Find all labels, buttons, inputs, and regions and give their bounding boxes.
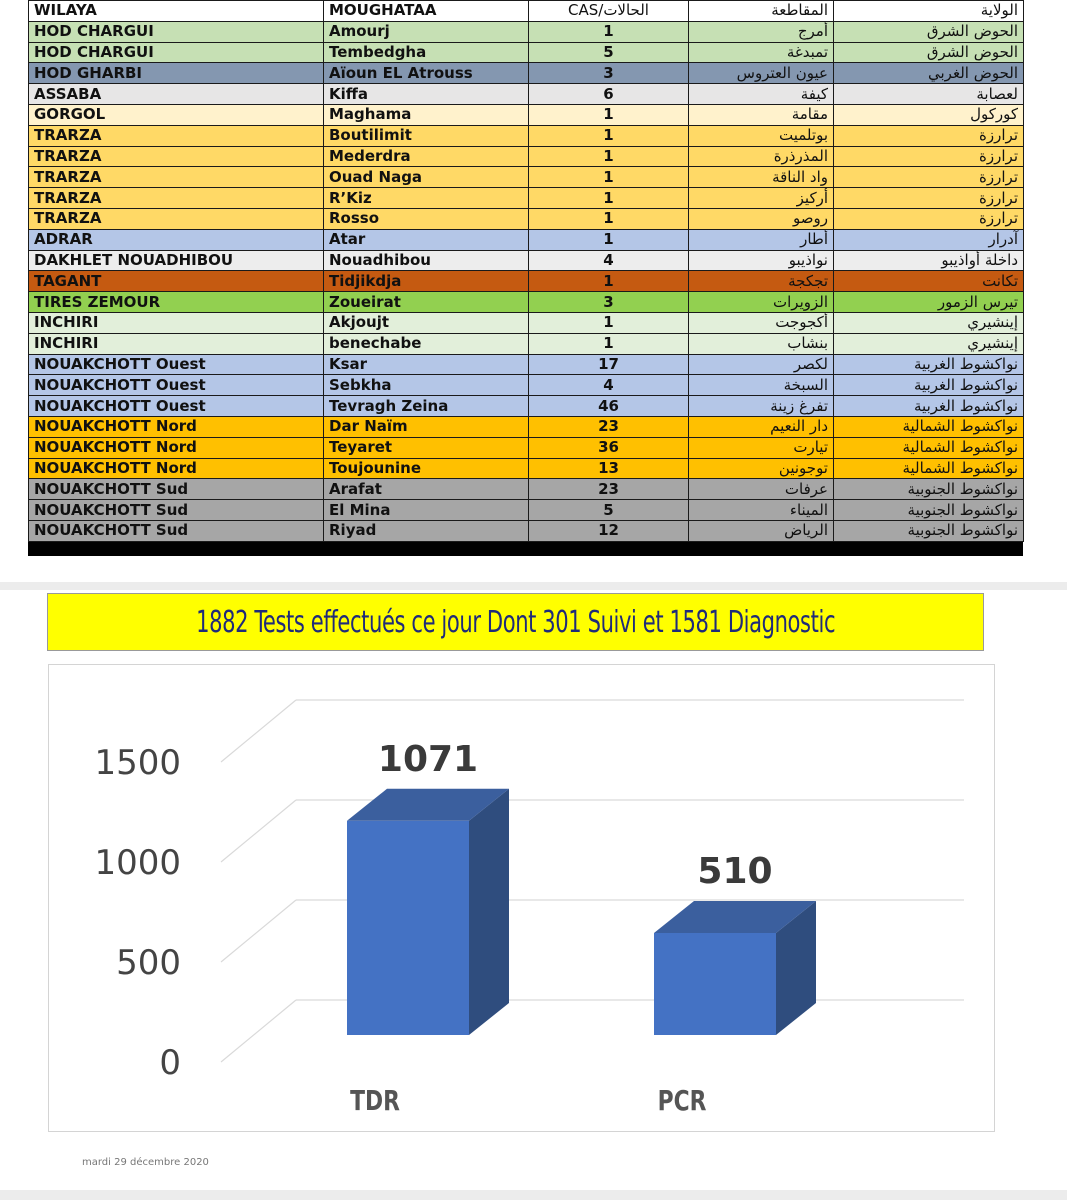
cell-wilaya: NOUAKCHOTT Sud xyxy=(29,520,324,541)
cell-wilaya-ar: ترارزة xyxy=(834,146,1024,167)
cell-cas: 1 xyxy=(529,271,689,292)
cell-cas: 4 xyxy=(529,250,689,271)
cell-moughataa: Kiffa xyxy=(324,84,529,105)
table-row xyxy=(29,396,1024,417)
cell-wilaya: TIRES ZEMOUR xyxy=(29,292,324,313)
cell-wilaya: TRARZA xyxy=(29,167,324,188)
header-wilaya: WILAYA xyxy=(29,1,324,22)
cell-moughataa-ar: أكجوجت xyxy=(689,312,834,333)
cell-moughataa-ar: أطار xyxy=(689,229,834,250)
cell-cas: 13 xyxy=(529,458,689,479)
cell-cas: 1 xyxy=(529,167,689,188)
cell-moughataa: Ouad Naga xyxy=(324,167,529,188)
cell-cas: 46 xyxy=(529,396,689,417)
header-moughataa-ar: المقاطعة xyxy=(689,1,834,22)
cell-wilaya: TRARZA xyxy=(29,146,324,167)
cell-moughataa: Aïoun EL Atrouss xyxy=(324,63,529,84)
table-row xyxy=(29,500,1024,521)
cell-wilaya-ar: آدرار xyxy=(834,229,1024,250)
gridline-diagonal xyxy=(221,900,296,962)
cell-moughataa-ar: السبخة xyxy=(689,375,834,396)
cell-moughataa: R’Kiz xyxy=(324,188,529,209)
bottom-divider xyxy=(0,1190,1067,1200)
x-tick-label: PCR xyxy=(657,1084,707,1117)
cell-cas: 1 xyxy=(529,125,689,146)
cell-moughataa-ar: توجونين xyxy=(689,458,834,479)
cell-moughataa: Riyad xyxy=(324,520,529,541)
data-label: 1071 xyxy=(377,738,479,780)
cell-wilaya: NOUAKCHOTT Sud xyxy=(29,500,324,521)
cell-moughataa-ar: نواذيبو xyxy=(689,250,834,271)
cell-cas: 5 xyxy=(529,42,689,63)
cell-wilaya: NOUAKCHOTT Ouest xyxy=(29,354,324,375)
gridline-diagonal xyxy=(221,1000,296,1062)
cell-moughataa-ar: روصو xyxy=(689,208,834,229)
cell-cas: 17 xyxy=(529,354,689,375)
cell-wilaya-ar: ترارزة xyxy=(834,188,1024,209)
table-row xyxy=(29,292,1024,313)
cell-cas: 1 xyxy=(529,104,689,125)
table-row xyxy=(29,63,1024,84)
section-divider xyxy=(0,582,1067,590)
bar-side-tdr xyxy=(469,789,509,1035)
cell-wilaya: NOUAKCHOTT Ouest xyxy=(29,396,324,417)
cell-wilaya: NOUAKCHOTT Nord xyxy=(29,416,324,437)
table-row xyxy=(29,104,1024,125)
cell-wilaya-ar: نواكشوط الجنوبية xyxy=(834,520,1024,541)
cell-moughataa-ar: دار النعيم xyxy=(689,416,834,437)
table-row xyxy=(29,271,1024,292)
cell-wilaya: HOD CHARGUI xyxy=(29,42,324,63)
cell-moughataa-ar: الميناء xyxy=(689,500,834,521)
bar-tdr xyxy=(347,821,469,1035)
cell-wilaya: DAKHLET NOUADHIBOU xyxy=(29,250,324,271)
cell-moughataa: Tevragh Zeina xyxy=(324,396,529,417)
cell-moughataa-ar: المذرذرة xyxy=(689,146,834,167)
cell-moughataa-ar: بوتلميت xyxy=(689,125,834,146)
footer-date: mardi 29 décembre 2020 xyxy=(82,1157,209,1168)
cell-wilaya: NOUAKCHOTT Nord xyxy=(29,458,324,479)
table-row xyxy=(29,458,1024,479)
cell-wilaya-ar: نواكشوط الغربية xyxy=(834,396,1024,417)
table-row xyxy=(29,84,1024,105)
cell-wilaya-ar: نواكشوط الجنوبية xyxy=(834,479,1024,500)
y-tick-label: 500 xyxy=(116,943,181,983)
cell-cas: 3 xyxy=(529,63,689,84)
cases-table-body xyxy=(29,1,1024,542)
cell-moughataa-ar: تفرغ زينة xyxy=(689,396,834,417)
cell-cas: 36 xyxy=(529,437,689,458)
cell-wilaya-ar: إينشيري xyxy=(834,333,1024,354)
cell-moughataa: Arafat xyxy=(324,479,529,500)
cell-moughataa-ar: كيفة xyxy=(689,84,834,105)
cell-moughataa: Zoueirat xyxy=(324,292,529,313)
cell-wilaya: TRARZA xyxy=(29,188,324,209)
cell-moughataa-ar: مقامة xyxy=(689,104,834,125)
cell-moughataa: Tidjikdja xyxy=(324,271,529,292)
cell-moughataa-ar: تجكجة xyxy=(689,271,834,292)
table-row xyxy=(29,354,1024,375)
cell-cas: 5 xyxy=(529,500,689,521)
table-row xyxy=(29,375,1024,396)
table-row xyxy=(29,125,1024,146)
cell-moughataa-ar: الرياض xyxy=(689,520,834,541)
cell-moughataa: Sebkha xyxy=(324,375,529,396)
cell-cas: 1 xyxy=(529,146,689,167)
cell-wilaya-ar: لعصابة xyxy=(834,84,1024,105)
cell-moughataa: Dar Naïm xyxy=(324,416,529,437)
cell-wilaya-ar: نواكشوط الشمالية xyxy=(834,437,1024,458)
table-row xyxy=(29,520,1024,541)
cell-moughataa: Mederdra xyxy=(324,146,529,167)
table-row xyxy=(29,416,1024,437)
cell-moughataa-ar: أركيز xyxy=(689,188,834,209)
cell-wilaya-ar: داخلة أواذيبو xyxy=(834,250,1024,271)
cell-wilaya-ar: الحوض الشرق xyxy=(834,21,1024,42)
cell-moughataa-ar: عيون العتروس xyxy=(689,63,834,84)
cell-wilaya-ar: نواكشوط الغربية xyxy=(834,375,1024,396)
table-row xyxy=(29,188,1024,209)
header-moughataa: MOUGHATAA xyxy=(324,1,529,22)
cell-wilaya-ar: نواكشوط الغربية xyxy=(834,354,1024,375)
cell-wilaya: NOUAKCHOTT Sud xyxy=(29,479,324,500)
x-tick-label: TDR xyxy=(350,1084,400,1117)
cases-table xyxy=(28,0,1024,542)
cell-cas: 12 xyxy=(529,520,689,541)
cell-wilaya: INCHIRI xyxy=(29,312,324,333)
cell-wilaya-ar: إينشيري xyxy=(834,312,1024,333)
table-row xyxy=(29,42,1024,63)
cell-moughataa: benechabe xyxy=(324,333,529,354)
table-row xyxy=(29,167,1024,188)
bar-pcr xyxy=(654,933,776,1035)
cell-wilaya-ar: تيرس الزمور xyxy=(834,292,1024,313)
cell-moughataa: Toujounine xyxy=(324,458,529,479)
table-row xyxy=(29,312,1024,333)
cell-wilaya-ar: الحوض الشرق xyxy=(834,42,1024,63)
cell-wilaya-ar: نواكشوط الجنوبية xyxy=(834,500,1024,521)
data-label: 510 xyxy=(697,851,773,892)
cell-moughataa-ar: الزويرات xyxy=(689,292,834,313)
cell-wilaya: NOUAKCHOTT Nord xyxy=(29,437,324,458)
cell-moughataa: Maghama xyxy=(324,104,529,125)
cell-wilaya: HOD GHARBI xyxy=(29,63,324,84)
chart-container xyxy=(48,664,995,1132)
cell-moughataa: Akjoujt xyxy=(324,312,529,333)
cell-wilaya-ar: نواكشوط الشمالية xyxy=(834,416,1024,437)
cell-cas: 1 xyxy=(529,208,689,229)
table-row xyxy=(29,146,1024,167)
gridline-diagonal xyxy=(221,800,296,862)
cell-cas: 1 xyxy=(529,21,689,42)
table-row xyxy=(29,229,1024,250)
cell-wilaya: ADRAR xyxy=(29,229,324,250)
cell-cas: 1 xyxy=(529,229,689,250)
cell-moughataa: Atar xyxy=(324,229,529,250)
table-header-row xyxy=(29,1,1024,22)
y-tick-label: 1000 xyxy=(94,843,181,883)
table-row xyxy=(29,333,1024,354)
cell-moughataa-ar: تمبدغة xyxy=(689,42,834,63)
cell-wilaya-ar: تكانت xyxy=(834,271,1024,292)
cell-moughataa: Boutilimit xyxy=(324,125,529,146)
chart-title: 1882 Tests effectués ce jour Dont 301 Suivi et 1581 Diagnostic xyxy=(195,604,836,640)
cell-moughataa-ar: لكصر xyxy=(689,354,834,375)
header-wilaya-ar: الولاية xyxy=(834,1,1024,22)
y-tick-label: 1500 xyxy=(94,743,181,783)
cell-cas: 23 xyxy=(529,416,689,437)
cell-moughataa: Nouadhibou xyxy=(324,250,529,271)
cell-wilaya-ar: ترارزة xyxy=(834,125,1024,146)
cell-wilaya: ASSABA xyxy=(29,84,324,105)
cell-moughataa: Amourj xyxy=(324,21,529,42)
cell-moughataa: Tembedgha xyxy=(324,42,529,63)
table-row xyxy=(29,437,1024,458)
cell-wilaya: INCHIRI xyxy=(29,333,324,354)
cell-wilaya-ar: نواكشوط الشمالية xyxy=(834,458,1024,479)
gridline-diagonal xyxy=(221,700,296,762)
cell-moughataa: Rosso xyxy=(324,208,529,229)
cell-cas: 23 xyxy=(529,479,689,500)
cell-wilaya-ar: الحوض الغربي xyxy=(834,63,1024,84)
table-row xyxy=(29,21,1024,42)
chart-title-banner xyxy=(47,593,984,651)
cell-moughataa: El Mina xyxy=(324,500,529,521)
cell-cas: 4 xyxy=(529,375,689,396)
cell-wilaya-ar: كوركول xyxy=(834,104,1024,125)
cell-cas: 1 xyxy=(529,188,689,209)
cell-wilaya: HOD CHARGUI xyxy=(29,21,324,42)
cell-wilaya: NOUAKCHOTT Ouest xyxy=(29,375,324,396)
cell-moughataa-ar: واد الناقة xyxy=(689,167,834,188)
cell-moughataa-ar: أمرج xyxy=(689,21,834,42)
cell-moughataa: Ksar xyxy=(324,354,529,375)
cell-wilaya-ar: ترارزة xyxy=(834,208,1024,229)
cell-cas: 6 xyxy=(529,84,689,105)
cell-wilaya: GORGOL xyxy=(29,104,324,125)
table-row xyxy=(29,250,1024,271)
cell-cas: 1 xyxy=(529,333,689,354)
cell-cas: 1 xyxy=(529,312,689,333)
header-cas: CAS/الحالات xyxy=(529,1,689,22)
bar-chart xyxy=(49,665,994,1131)
cell-wilaya-ar: ترارزة xyxy=(834,167,1024,188)
cell-wilaya: TRARZA xyxy=(29,125,324,146)
cell-cas: 3 xyxy=(529,292,689,313)
table-row xyxy=(29,479,1024,500)
table-row xyxy=(29,208,1024,229)
cell-wilaya: TAGANT xyxy=(29,271,324,292)
cases-table-wrapper xyxy=(28,0,1023,556)
cell-moughataa-ar: تيارت xyxy=(689,437,834,458)
cell-wilaya: TRARZA xyxy=(29,208,324,229)
cell-moughataa-ar: عرفات xyxy=(689,479,834,500)
cell-moughataa: Teyaret xyxy=(324,437,529,458)
y-tick-label: 0 xyxy=(159,1043,181,1083)
cell-moughataa-ar: بنشاب xyxy=(689,333,834,354)
